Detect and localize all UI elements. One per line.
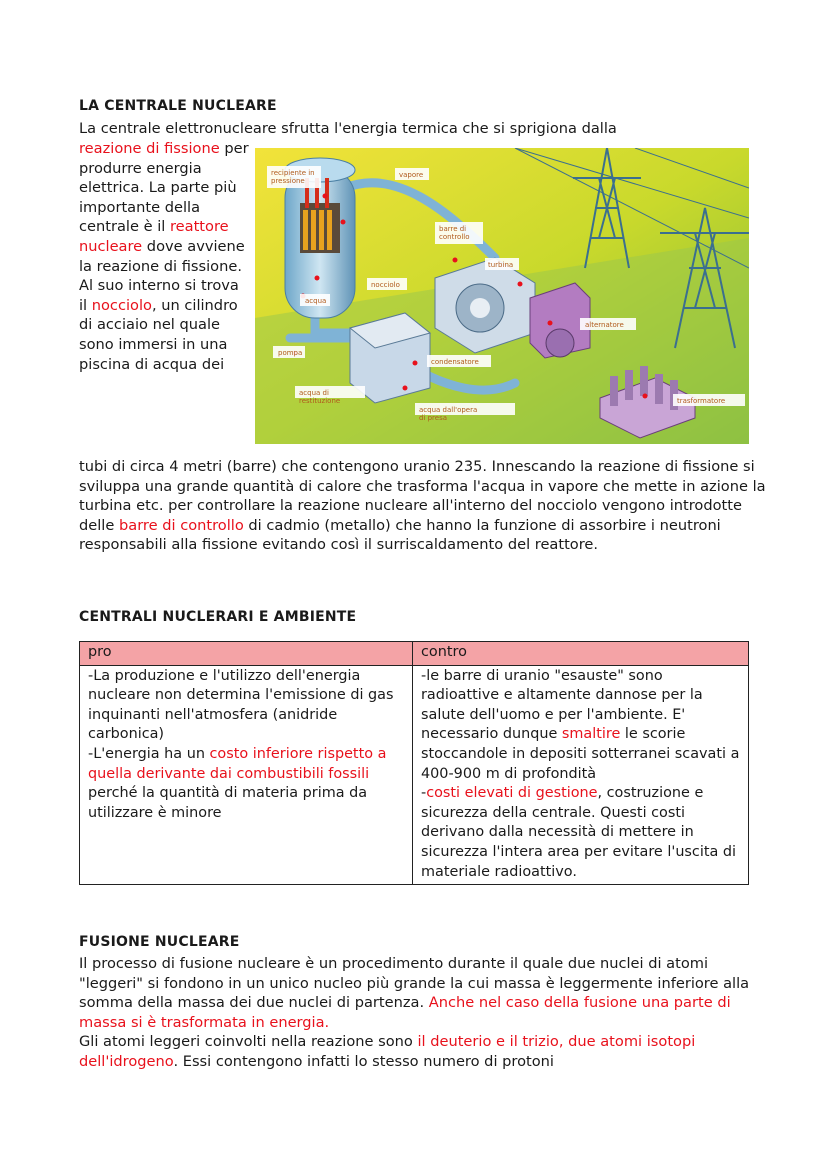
text-span: . Essi contengono infatti lo stesso numero di protoni	[173, 1052, 554, 1070]
text-span: Gli atomi leggeri coinvolti nella reazione sono	[79, 1033, 418, 1051]
pro-header: pro	[80, 642, 413, 666]
pro-cell	[80, 665, 413, 885]
highlighted-text: reattore nucleare	[79, 218, 229, 255]
text-span: , costruzione e sicurezza della centrale. Questi costi derivano dalla necessità di mettere in sicurezza l'intera area per evitare l'uscita di materiale radioattivo.	[421, 785, 737, 880]
svg-text:recipiente inpressione: recipiente in pressione	[271, 169, 315, 185]
text-span: le scorie stoccandole in depositi sotterranei scavati a 400-900 m di profondità	[421, 726, 740, 782]
svg-text:trasformatore: trasformatore	[677, 397, 726, 405]
label-turbina	[485, 258, 519, 270]
pro-contro-table	[79, 641, 749, 885]
highlighted-text: costo inferiore rispetto a quella derivante dai combustibili fossili	[88, 745, 387, 782]
text-span: di cadmio (metallo) che hanno la funzione di assorbire i neutroni responsabili alla fissione evitando così il surriscaldamento del reattore.	[79, 516, 721, 554]
label-barre	[435, 222, 483, 244]
text-span: perché la quantità di materia prima da utilizzare è minore	[88, 785, 368, 821]
highlighted-text: costi elevati di gestione	[426, 785, 598, 802]
highlighted-text: Anche nel caso della fusione una parte di massa si è trasformata in energia.	[79, 994, 731, 1031]
highlighted-text: smaltire	[561, 726, 621, 743]
nuclear-plant-illustration	[255, 148, 749, 444]
label-acqua	[300, 294, 330, 306]
section-title-fusione: FUSIONE NUCLEARE	[79, 934, 240, 950]
contro-header: contro	[413, 642, 749, 666]
text-span: -La produzione e l'utilizzo dell'energia nucleare non determina l'emissione di gas inquinanti nell'atmosfera (anidride carbonica)	[88, 667, 394, 743]
text-span: , un cilindro di acciaio nel quale sono immersi in una piscina di acqua dei	[79, 296, 238, 373]
label-trasformatore	[673, 394, 745, 406]
section-title-ambiente: CENTRALI NUCLERARI E AMBIENTE	[79, 609, 357, 625]
text-span: -le barre di uranio "esauste" sono radioattive e altamente dannose per la salute dell'uomo e per l'ambiente. E' necessario dunque	[421, 667, 703, 743]
label-pompa	[273, 346, 305, 358]
highlighted-text: il deuterio e il trizio, due atomi isotopi dell'idrogeno	[79, 1033, 696, 1070]
svg-text:acqua dall'operadi presa: acqua dall'opera di presa	[419, 406, 478, 422]
label-nocciolo	[367, 278, 407, 290]
highlighted-text: barre di controllo	[118, 516, 244, 534]
svg-text:acqua: acqua	[305, 297, 327, 305]
section-title-centrale: LA CENTRALE NUCLEARE	[79, 98, 277, 114]
svg-text:acqua direstituzione: acqua di restituzione	[299, 389, 341, 405]
highlighted-text: reazione di fissione	[79, 140, 220, 157]
text-span: -L'energia ha un	[88, 745, 210, 762]
fusion-text	[79, 954, 769, 1072]
svg-text:alternatore: alternatore	[585, 321, 624, 329]
svg-text:nocciolo: nocciolo	[371, 281, 400, 289]
intro-text: La centrale elettronucleare sfrutta l'energia termica che si sprigiona dalla	[79, 120, 617, 137]
text-span: tubi di circa 4 metri (barre) che contengono uranio 235. Innescando la reazione di fissione si sviluppa una grande quantità di calore che trasforma l'acqua in vapore che mette in azione la turbina etc. per controllare la reazione nucleare all'interno del nocciolo vengono introdotte delle	[79, 458, 766, 534]
svg-text:turbina: turbina	[488, 261, 514, 269]
label-recipiente	[267, 166, 321, 188]
label-condensatore	[427, 355, 491, 367]
text-span: Il processo di fusione nucleare è un procedimento durante il quale due nuclei di atomi "leggeri" si fondono in un unico nucleo più grande la cui massa è leggermente inferiore alla somma della massa dei due nuclei di partenza.	[79, 955, 750, 1012]
text-span: dove avviene la reazione di fissione. Al suo interno si trova il	[79, 237, 245, 314]
highlighted-text: nocciolo	[91, 296, 152, 314]
text-span: -	[421, 785, 427, 802]
svg-text:condensatore: condensatore	[431, 358, 479, 366]
svg-text:pompa: pompa	[278, 349, 303, 357]
contro-cell	[413, 665, 749, 885]
svg-text:barre dicontrollo: barre di controllo	[439, 225, 470, 241]
label-vapore	[395, 168, 429, 180]
text-span: per produrre energia elettrica. La parte più importante della centrale è il	[79, 140, 249, 236]
left-column-text	[79, 139, 249, 374]
label-alternatore	[580, 318, 636, 330]
reactor-description	[79, 457, 769, 555]
svg-text:vapore: vapore	[399, 171, 424, 179]
